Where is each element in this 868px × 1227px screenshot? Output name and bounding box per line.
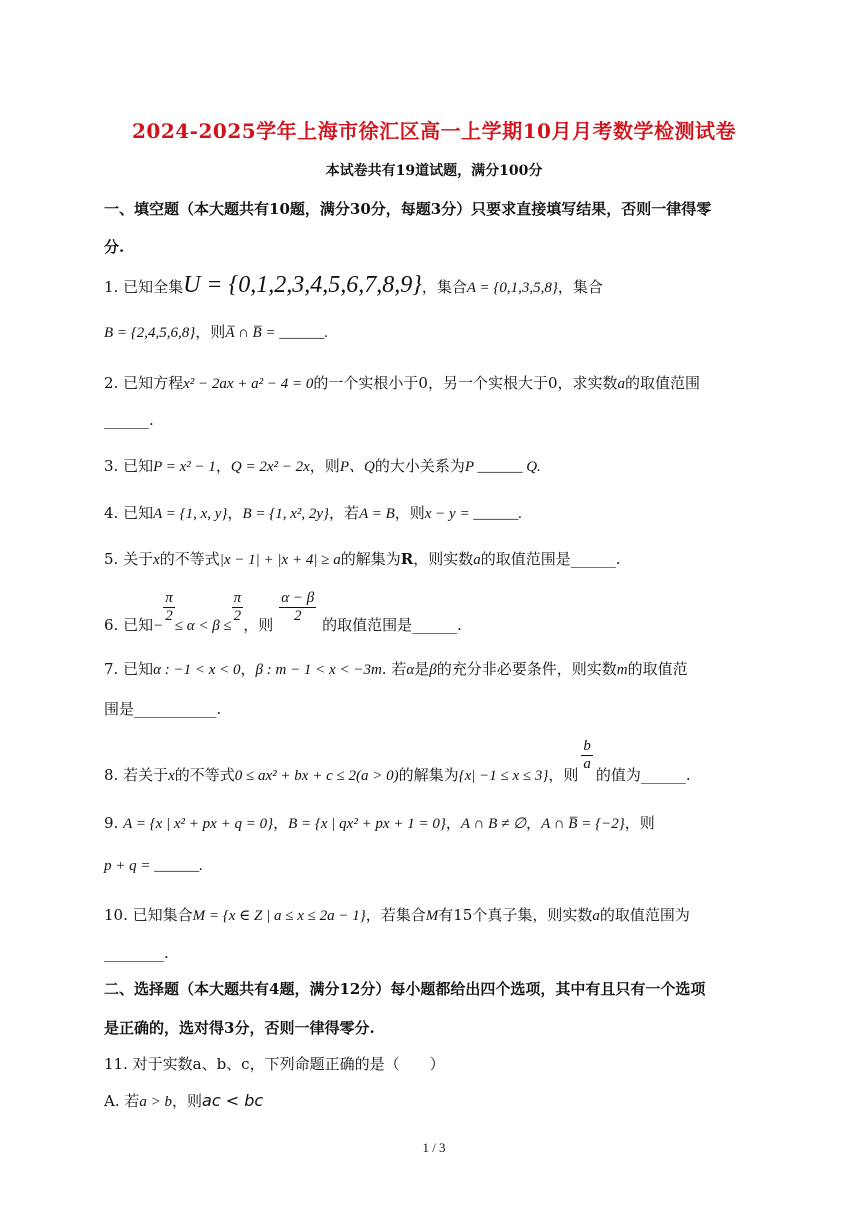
q6-inequality: ≤ α < β ≤ bbox=[174, 617, 232, 634]
question-4 bbox=[104, 502, 764, 523]
q3-text: ，则 bbox=[309, 457, 340, 475]
q5-text: 5. 关于 bbox=[104, 550, 154, 568]
q1-text: ，集合 bbox=[557, 278, 603, 296]
q10-text: 有15个真子集，则实数 bbox=[438, 906, 593, 924]
question-6 bbox=[104, 590, 764, 640]
q8-fraction bbox=[581, 738, 593, 774]
q6-fraction-upper bbox=[232, 590, 244, 626]
q5-text: 的取值范围是______. bbox=[480, 550, 621, 568]
q8-text: 的不等式 bbox=[174, 765, 235, 784]
q11-option-a-text: A. 若 bbox=[104, 1092, 140, 1110]
q4-set-a: A = {1, x, y} bbox=[153, 506, 228, 522]
question-5 bbox=[104, 548, 764, 569]
q1-universal-set: U = {0,1,2,3,4,5,6,7,8,9} bbox=[183, 272, 422, 298]
question-7-line2: 围是___________. bbox=[104, 700, 222, 718]
q4-text: ， bbox=[227, 504, 243, 522]
q9-condition-1: A ∩ B ≠ ∅ bbox=[460, 816, 527, 832]
q6-pi: π bbox=[163, 590, 175, 608]
q6-text: ，则 bbox=[243, 615, 274, 634]
q10-text: ，若集合 bbox=[365, 906, 426, 924]
q10-set-m: M = {x ∈ Z | a ≤ x ≤ 2a − 1} bbox=[192, 908, 366, 924]
q1-text: ，集合 bbox=[421, 278, 467, 296]
q7-text: 7. 已知 bbox=[104, 660, 154, 678]
q8-inequality: 0 ≤ ax² + bx + c ≤ 2(a > 0) bbox=[234, 767, 399, 784]
q1-expression: A̅ ∩ B̅ = ______. bbox=[225, 325, 329, 341]
q10-variable-a: a bbox=[592, 908, 600, 924]
q7-alpha: α : −1 < x < 0 bbox=[153, 662, 241, 678]
q6-fraction-lower bbox=[163, 590, 175, 626]
q4-text: 4. 已知 bbox=[104, 504, 154, 522]
q7-text: . 若 bbox=[381, 660, 407, 678]
q4-set-b: B = {1, x², 2y} bbox=[242, 506, 330, 522]
q7-beta: β : m − 1 < x < −3m bbox=[255, 662, 382, 678]
q8-text: ，则 bbox=[548, 765, 579, 784]
q9-text: 9. bbox=[104, 814, 119, 832]
section2-heading-line2: 是正确的，选对得3分，否则一律得零分. bbox=[104, 1019, 375, 1037]
q3-p-expr: P = x² − 1 bbox=[153, 459, 216, 475]
q8-text: 的值为______. bbox=[595, 765, 691, 784]
exam-subtitle: 本试卷共有19道试题，满分100分 bbox=[325, 163, 543, 179]
q2-variable: a bbox=[617, 376, 625, 392]
q6-two: 2 bbox=[165, 608, 173, 625]
q5-variable: x bbox=[153, 552, 160, 568]
q8-variable: x bbox=[168, 767, 175, 784]
q8-numerator: b bbox=[581, 738, 593, 756]
q5-variable-a: a bbox=[473, 552, 481, 568]
q10-m: M bbox=[425, 908, 439, 924]
q9-set-a: A = {x | x² + px + q = 0} bbox=[123, 816, 274, 832]
q10-text: 10. 已知集合 bbox=[104, 906, 193, 924]
q5-reals: R bbox=[400, 550, 414, 568]
q4-text: ，则 bbox=[394, 504, 425, 522]
q3-text: ， bbox=[215, 457, 231, 475]
section2-heading-line1: 二、选择题（本大题共有4题，满分12分）每小题都给出四个选项，其中有且只有一个选项 bbox=[104, 980, 706, 998]
q5-text: ，则实数 bbox=[413, 550, 474, 568]
q4-text: ，若 bbox=[329, 504, 360, 522]
question-10-line2: ________. bbox=[104, 944, 169, 962]
q9-set-b: B = {x | qx² + px + 1 = 0} bbox=[288, 816, 446, 832]
q6-fraction-target bbox=[279, 590, 316, 626]
question-8 bbox=[104, 738, 764, 788]
q7-text: 的取值范 bbox=[627, 660, 688, 678]
question-11-stem: 11. 对于实数a、b、c，下列命题正确的是（ ） bbox=[104, 1055, 445, 1073]
q7-beta-symbol: β bbox=[429, 662, 437, 678]
q1-text: ，则 bbox=[195, 323, 226, 341]
q4-blank: x − y = ______. bbox=[424, 506, 523, 522]
q1-text: 1. 已知全集 bbox=[104, 278, 184, 296]
q6-text: 6. 已知 bbox=[104, 615, 154, 634]
q5-text: 的解集为 bbox=[340, 550, 401, 568]
q7-text: 的充分非必要条件，则实数 bbox=[436, 660, 617, 678]
question-9-line2 bbox=[104, 856, 764, 875]
q7-text: 是 bbox=[414, 660, 430, 678]
q4-condition: A = B bbox=[359, 506, 395, 522]
q8-text: 的解集为 bbox=[398, 765, 459, 784]
q10-text: 的取值范围为 bbox=[599, 906, 690, 924]
q6-numerator: α − β bbox=[279, 590, 316, 608]
q3-pq: P、Q bbox=[339, 459, 375, 475]
exam-title: 2024-2025学年上海市徐汇区高一上学期10月月考数学检测试卷 bbox=[132, 119, 736, 143]
q6-two: 2 bbox=[233, 608, 242, 625]
q6-pi: π bbox=[232, 590, 244, 608]
question-11-option-a bbox=[104, 1090, 764, 1111]
q6-two: 2 bbox=[293, 608, 302, 625]
q7-alpha-symbol: α bbox=[406, 662, 415, 678]
q8-denominator: a bbox=[583, 756, 591, 773]
q2-text: 2. 已知方程 bbox=[104, 374, 184, 392]
q3-text: 3. 已知 bbox=[104, 457, 154, 475]
q8-solution-set: {x| −1 ≤ x ≤ 3} bbox=[458, 767, 549, 784]
q2-text: 的一个实根小于0，另一个实根大于0，求实数 bbox=[313, 374, 618, 392]
q5-text: 的不等式 bbox=[159, 550, 220, 568]
q1-set-a: A = {0,1,3,5,8} bbox=[466, 280, 558, 296]
question-1-line1 bbox=[104, 272, 764, 299]
q11-option-a-condition: a > b bbox=[139, 1094, 172, 1110]
q2-equation: x² − 2ax + a² − 4 = 0 bbox=[183, 376, 314, 392]
question-2-line1 bbox=[104, 372, 764, 393]
q6-minus: − bbox=[153, 617, 164, 634]
question-9-line1: 9. A = {x | x² + px + q = 0}，B = {x | qx² + px + 1 = 0}，A ∩ B ≠ ∅，A ∩ B̅ = {−2}，则 bbox=[104, 814, 655, 832]
q9-blank: p + q = ______. bbox=[104, 858, 203, 874]
question-10-line1 bbox=[104, 904, 764, 925]
question-2-line2: ______. bbox=[104, 411, 154, 429]
q2-text: 的取值范围 bbox=[625, 374, 701, 392]
q3-text: 的大小关系为 bbox=[374, 457, 465, 475]
q5-inequality: |x − 1| + |x + 4| ≥ a bbox=[219, 552, 341, 568]
q7-m: m bbox=[616, 662, 628, 678]
q11-option-a-result: ac < bc bbox=[202, 1091, 264, 1110]
question-3 bbox=[104, 455, 764, 476]
q9-text: ，则 bbox=[624, 814, 655, 832]
q3-blank: P ______ Q. bbox=[464, 459, 541, 475]
page-number: 1 / 3 bbox=[422, 1140, 446, 1155]
q8-text: 8. 若关于 bbox=[104, 765, 169, 784]
q6-text: 的取值范围是______. bbox=[322, 615, 462, 634]
section1-heading-line2: 分. bbox=[104, 238, 125, 256]
q11-option-a-text: ，则 bbox=[172, 1092, 203, 1110]
q9-condition-2: A ∩ B̅ = {−2} bbox=[541, 816, 625, 832]
question-7-line1 bbox=[104, 658, 764, 679]
section1-heading-line1: 一、填空题（本大题共有10题，满分30分，每题3分）只要求直接填写结果，否则一律得零 bbox=[104, 200, 712, 218]
question-1-line2 bbox=[104, 321, 764, 342]
q3-q-expr: Q = 2x² − 2x bbox=[230, 459, 310, 475]
q7-text: ， bbox=[240, 660, 256, 678]
q1-set-b: B = {2,4,5,6,8} bbox=[104, 325, 196, 341]
